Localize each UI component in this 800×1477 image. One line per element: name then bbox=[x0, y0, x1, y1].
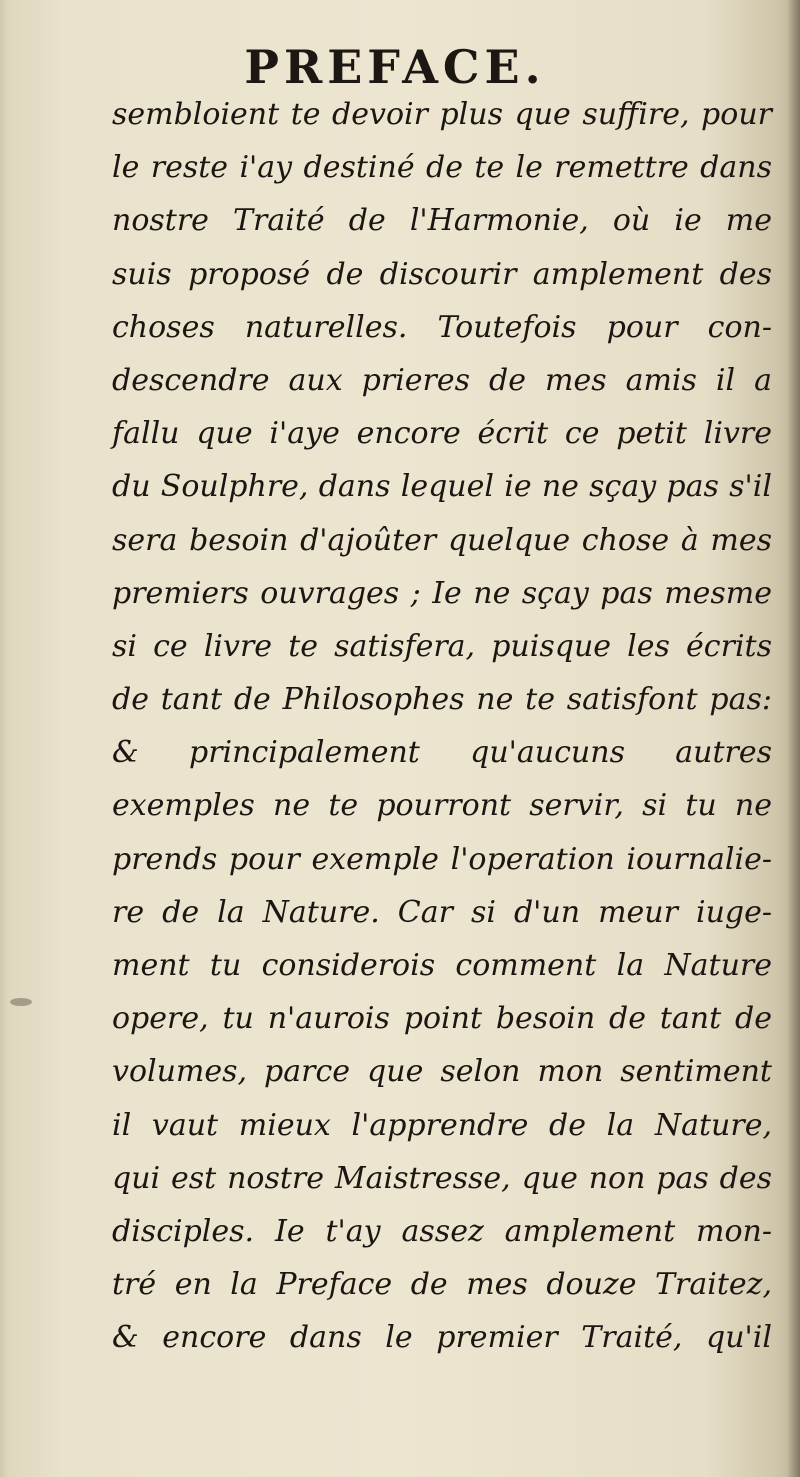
text-line: fallu que i'aye encore écrit ce petit livre bbox=[112, 416, 772, 452]
text-line: exemples ne te pourront servir, si tu ne bbox=[112, 788, 772, 824]
running-title: PREFACE. bbox=[244, 40, 546, 94]
text-line: ment tu considerois comment la Nature bbox=[112, 948, 772, 983]
ink-smudge bbox=[10, 998, 32, 1006]
text-line: choses naturelles. Toutefois pour con- bbox=[112, 309, 772, 345]
text-line: si ce livre te satisfera, puisque les écrits bbox=[112, 628, 772, 664]
text-line: volumes, parce que selon mon sentiment bbox=[112, 1054, 772, 1090]
text-line: du Soulphre, dans lequel ie ne sçay pas s'il bbox=[112, 469, 772, 505]
text-line: sembloient te devoir plus que suffire, pour bbox=[112, 97, 772, 132]
text-line: & principalement qu'aucuns autres bbox=[112, 735, 772, 771]
text-line: suis proposé de discourir amplement des bbox=[112, 256, 772, 292]
text-line: le reste i'ay destiné de te le remettre dans bbox=[112, 150, 772, 186]
text-line: & encore dans le premier Traité, qu'il bbox=[112, 1320, 772, 1356]
page-right-edge bbox=[786, 0, 800, 1477]
text-line: opere, tu n'aurois point besoin de tant de bbox=[112, 1001, 772, 1037]
text-line: nostre Traité de l'Harmonie, où ie me bbox=[112, 203, 772, 239]
text-line: tré en la Preface de mes douze Traitez, bbox=[112, 1267, 772, 1303]
text-line: descendre aux prieres de mes amis il a bbox=[112, 362, 772, 398]
text-line: sera besoin d'ajoûter quelque chose à mes bbox=[112, 522, 772, 558]
text-line: il vaut mieux l'apprendre de la Nature, bbox=[112, 1107, 772, 1143]
text-line: re de la Nature. Car si d'un meur iuge- bbox=[112, 894, 772, 930]
text-line: prends pour exemple l'operation iournalie- bbox=[112, 841, 772, 877]
text-line: premiers ouvrages ; Ie ne sçay pas mesme bbox=[112, 575, 772, 611]
body-text bbox=[112, 88, 772, 1365]
page-left-edge bbox=[0, 0, 8, 1477]
text-line: disciples. Ie t'ay assez amplement mon- bbox=[112, 1213, 772, 1249]
text-line: de tant de Philosophes ne te satisfont pas: bbox=[112, 682, 772, 718]
text-line: qui est nostre Maistresse, que non pas des bbox=[112, 1160, 772, 1196]
